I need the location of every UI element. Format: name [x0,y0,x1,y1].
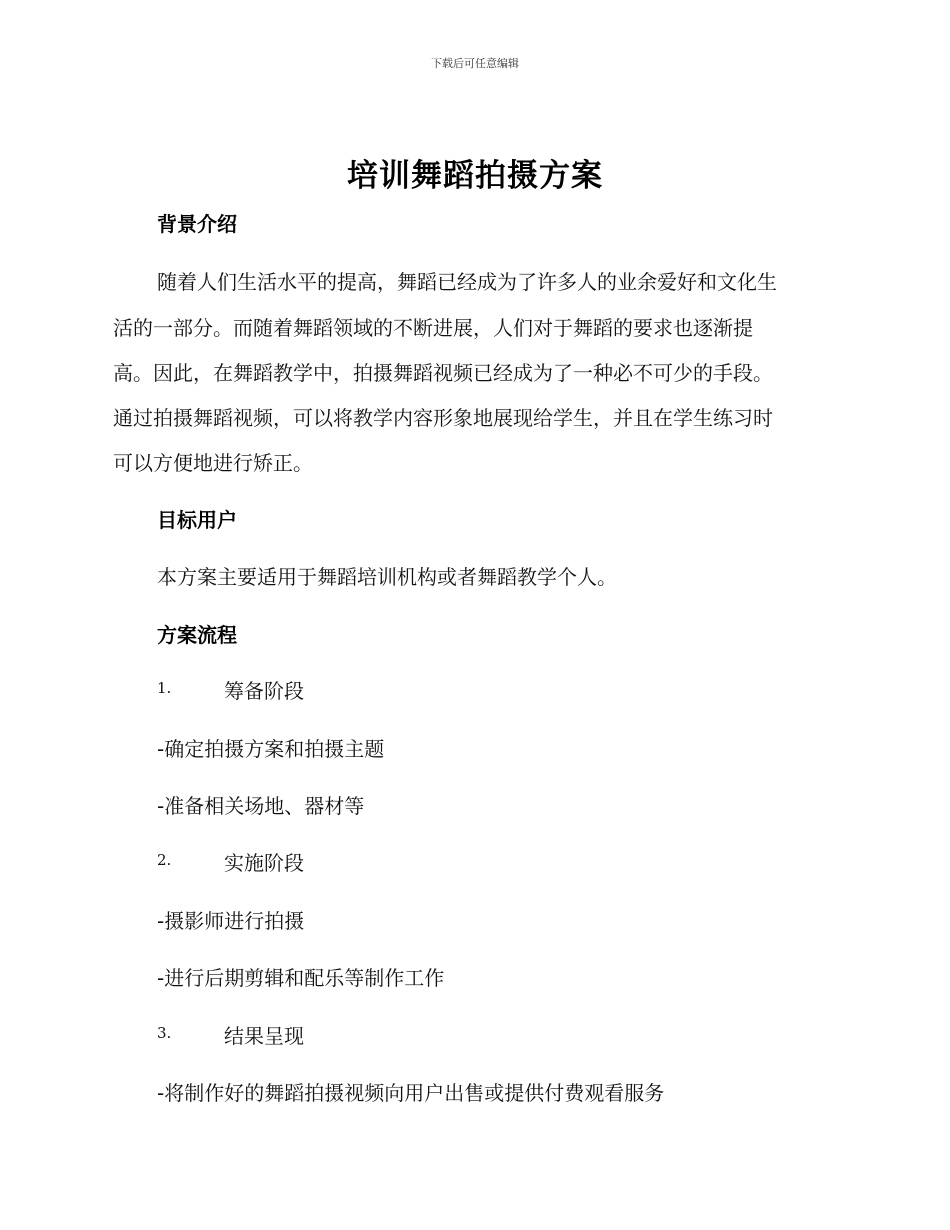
step-item: -将制作好的舞蹈拍摄视频向用户出售或提供付费观看服务 [157,1081,665,1105]
step-item: -进行后期剪辑和配乐等制作工作 [157,966,445,990]
background-paragraph-line: 随着人们生活水平的提高，舞蹈已经成为了许多人的业余爱好和文化生 [157,270,777,294]
document-title: 培训舞蹈拍摄方案 [347,158,603,194]
step-title: 实施阶段 [224,851,304,875]
background-paragraph-line: 活的一部分。而随着舞蹈领域的不断进展，人们对于舞蹈的要求也逐渐提 [113,316,753,340]
section-heading-process: 方案流程 [157,623,237,647]
background-paragraph-line: 通过拍摄舞蹈视频，可以将教学内容形象地展现给学生，并且在学生练习时 [113,406,773,430]
section-heading-target: 目标用户 [157,508,237,532]
header-note: 下载后可任意编辑 [431,57,519,70]
step-item: -摄影师进行拍摄 [157,909,305,933]
step-item: -确定拍摄方案和拍摄主题 [157,737,385,761]
step-item: -准备相关场地、器材等 [157,794,365,818]
step-title: 筹备阶段 [224,679,304,703]
section-heading-background: 背景介绍 [157,212,237,236]
background-paragraph-line: 高。因此，在舞蹈教学中，拍摄舞蹈视频已经成为了一种必不可少的手段。 [113,361,773,385]
step-number: 2. [157,851,172,869]
target-text: 本方案主要适用于舞蹈培训机构或者舞蹈教学个人。 [157,565,617,589]
background-paragraph-line: 可以方便地进行矫正。 [113,451,313,475]
step-number: 1. [157,679,172,697]
step-title: 结果呈现 [224,1024,304,1048]
step-number: 3. [157,1024,172,1042]
